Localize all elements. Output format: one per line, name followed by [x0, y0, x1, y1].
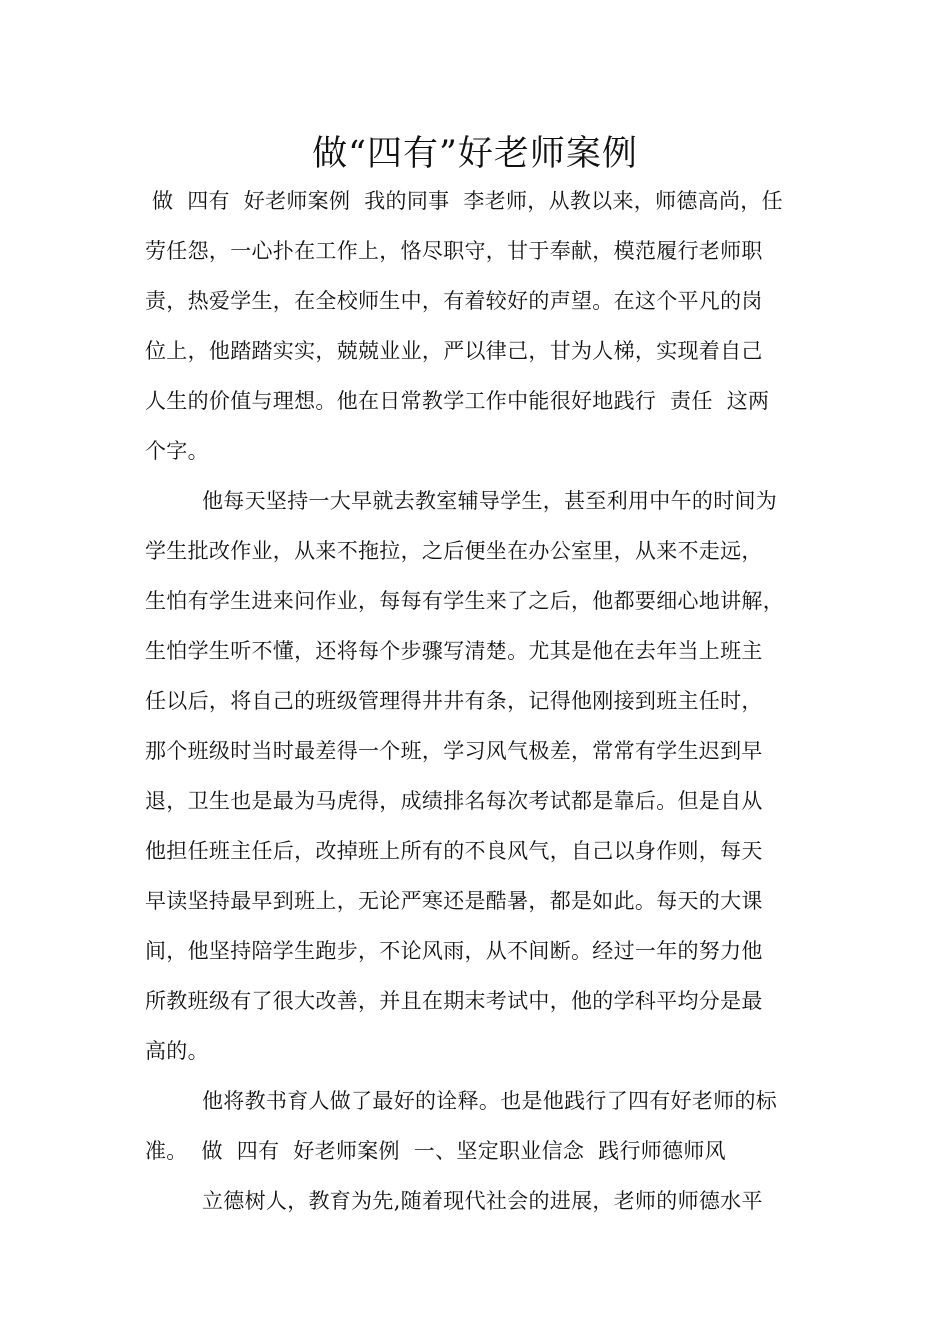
- text-line: 退，卫生也是最为马虎得，成绩排名每次考试都是靠后。但是自从: [145, 789, 763, 813]
- text-line: 他每天坚持一大早就去教室辅导学生，甚至利用中午的时间为: [202, 489, 778, 513]
- text-line: 个字。: [145, 439, 209, 463]
- text-line: 劳任怨，一心扑在工作上，恪尽职守，甘于奉献，模范履行老师职: [145, 239, 763, 263]
- text-line: 责，热爱学生，在全校师生中，有着较好的声望。在这个平凡的岗: [145, 289, 763, 313]
- text-line: 人生的价值与理想。他在日常教学工作中能很好地践行 责任 这两: [145, 389, 770, 413]
- text-line: 所教班级有了很大改善，并且在期末考试中，他的学科平均分是最: [145, 989, 763, 1013]
- document-title: 做“四有”好老师案例: [312, 134, 638, 174]
- text-line: 早读坚持最早到班上，无论严寒还是酷暑，都是如此。每天的大课: [145, 889, 763, 913]
- text-line: 学生批改作业，从来不拖拉，之后便坐在办公室里，从来不走远，: [145, 539, 763, 563]
- text-line: 准。 做 四有 好老师案例 一、坚定职业信念 践行师德师风: [145, 1139, 726, 1163]
- text-line: 生怕学生听不懂，还将每个步骤写清楚。尤其是他在去年当上班主: [145, 639, 763, 663]
- text-line: 间，他坚持陪学生跑步，不论风雨，从不间断。经过一年的努力他: [145, 939, 763, 963]
- text-line: 位上，他踏踏实实，兢兢业业，严以律己，甘为人梯，实现着自己: [145, 339, 763, 363]
- text-line: 生怕有学生进来问作业，每每有学生来了之后，他都要细心地讲解，: [145, 589, 784, 613]
- text-line: 他将教书育人做了最好的诠释。也是他践行了四有好老师的标: [202, 1089, 778, 1113]
- text-line: 高的。: [145, 1039, 209, 1063]
- text-line: 任以后，将自己的班级管理得井井有条，记得他刚接到班主任时，: [145, 689, 763, 713]
- text-line: 他担任班主任后，改掉班上所有的不良风气，自己以身作则，每天: [145, 839, 763, 863]
- text-line: 那个班级时当时最差得一个班，学习风气极差，常常有学生迟到早: [145, 739, 763, 763]
- text-line: 做 四有 好老师案例 我的同事 李老师，从教以来，师德高尚，任: [145, 189, 783, 213]
- text-line: 立德树人，教育为先,随着现代社会的进展，老师的师德水平: [202, 1189, 763, 1213]
